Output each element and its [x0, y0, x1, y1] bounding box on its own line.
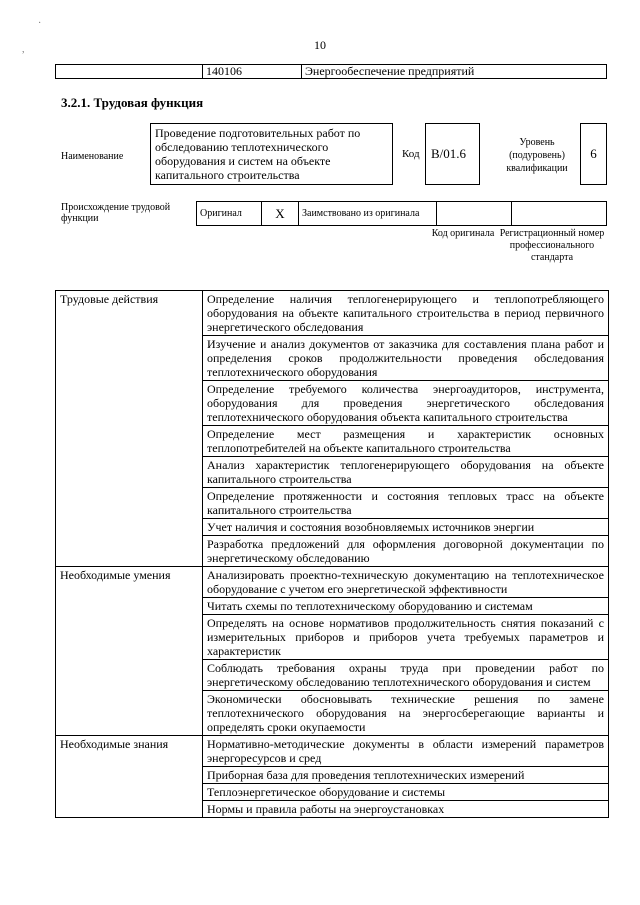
- item-description: Определение мест размещения и характеристик основных теплопотребителей на объекте капитального строительства: [203, 426, 609, 457]
- original-mark: X: [262, 202, 299, 226]
- scan-mark: ,: [22, 44, 25, 55]
- section-heading: 3.2.1. Трудовая функция: [61, 95, 204, 110]
- item-description: Изучение и анализ документов от заказчика для составления плана работ и определения сроков продолжительности проведения обследования теплотехнического оборудования: [203, 336, 609, 381]
- item-description: Определение требуемого количества энергоаудиторов, инструмента, оборудования для проведения энергетического обследования теплотехнического оборудования объекта капитального строительства: [203, 381, 609, 426]
- original-code-cell: [437, 202, 512, 226]
- item-description: Экономически обосновывать технические решения по замене теплотехнического оборудования на энергосберегающие варианты и определять сроки окупаемости: [203, 691, 609, 736]
- code-row-empty-cell: [56, 65, 203, 79]
- code-row-code: 140106: [203, 65, 302, 79]
- registration-number-cell: [512, 202, 607, 226]
- item-description: Разработка предложений для оформления договорной документации по энергетическому обследованию: [203, 536, 609, 567]
- item-description: Приборная база для проведения теплотехнических измерений: [203, 767, 609, 784]
- table-row: [56, 567, 609, 598]
- scan-mark: ·: [38, 18, 42, 29]
- category-label: Трудовые действия: [56, 291, 203, 567]
- level-value-box: 6: [580, 123, 607, 185]
- item-description: Определение протяженности и состояния тепловых трасс на объекте капитального строительства: [203, 488, 609, 519]
- item-description: Учет наличия и состояния возобновляемых источников энергии: [203, 519, 609, 536]
- code-label: Код: [402, 148, 420, 160]
- code-row-table: [55, 64, 607, 79]
- category-label: Необходимые знания: [56, 736, 203, 818]
- item-description: Анализировать проектно-техническую документацию на теплотехническое оборудование с учетом его энергетической эффективности: [203, 567, 609, 598]
- original-code-caption: Код оригинала: [431, 228, 495, 239]
- original-label: Оригинал: [197, 202, 262, 226]
- code-row-name: Энергообеспечение предприятий: [302, 65, 607, 79]
- registration-number-caption: Регистрационный номер профессионального стандарта: [499, 228, 605, 263]
- category-label: Необходимые умения: [56, 567, 203, 736]
- function-code-box: B/01.6: [425, 123, 480, 185]
- origin-table: [196, 201, 607, 226]
- page-number: 10: [314, 38, 326, 52]
- item-description: Нормативно-методические документы в области измерений параметров энергоресурсов и сред: [203, 736, 609, 767]
- table-row: [56, 291, 609, 336]
- item-description: Теплоэнергетическое оборудование и системы: [203, 784, 609, 801]
- borrowed-label: Заимствовано из оригинала: [299, 202, 437, 226]
- origin-label: Происхождение трудовой функции: [61, 202, 171, 224]
- level-label: Уровень (подуровень) квалификации: [506, 137, 568, 174]
- function-details-table: [55, 290, 609, 818]
- item-description: Соблюдать требования охраны труда при проведении работ по энергетическому обследованию теплотехнического оборудования и систем: [203, 660, 609, 691]
- table-row: [56, 736, 609, 767]
- item-description: Определять на основе нормативов продолжительность снятия показаний с измерительных приборов и приборов учета требуемых параметров и характеристик: [203, 615, 609, 660]
- item-description: Определение наличия теплогенерирующего и теплопотребляющего оборудования на объекте капитального строительства в период первичного энергетического обследования: [203, 291, 609, 336]
- item-description: Нормы и правила работы на энергоустановках: [203, 801, 609, 818]
- function-name-box: Проведение подготовительных работ по обследованию теплотехнического оборудования и систем на объекте капитального строительства: [150, 123, 393, 185]
- name-label: Наименование: [61, 151, 124, 162]
- item-description: Анализ характеристик теплогенерирующего оборудования на объекте капитального строительства: [203, 457, 609, 488]
- item-description: Читать схемы по теплотехническому оборудованию и системам: [203, 598, 609, 615]
